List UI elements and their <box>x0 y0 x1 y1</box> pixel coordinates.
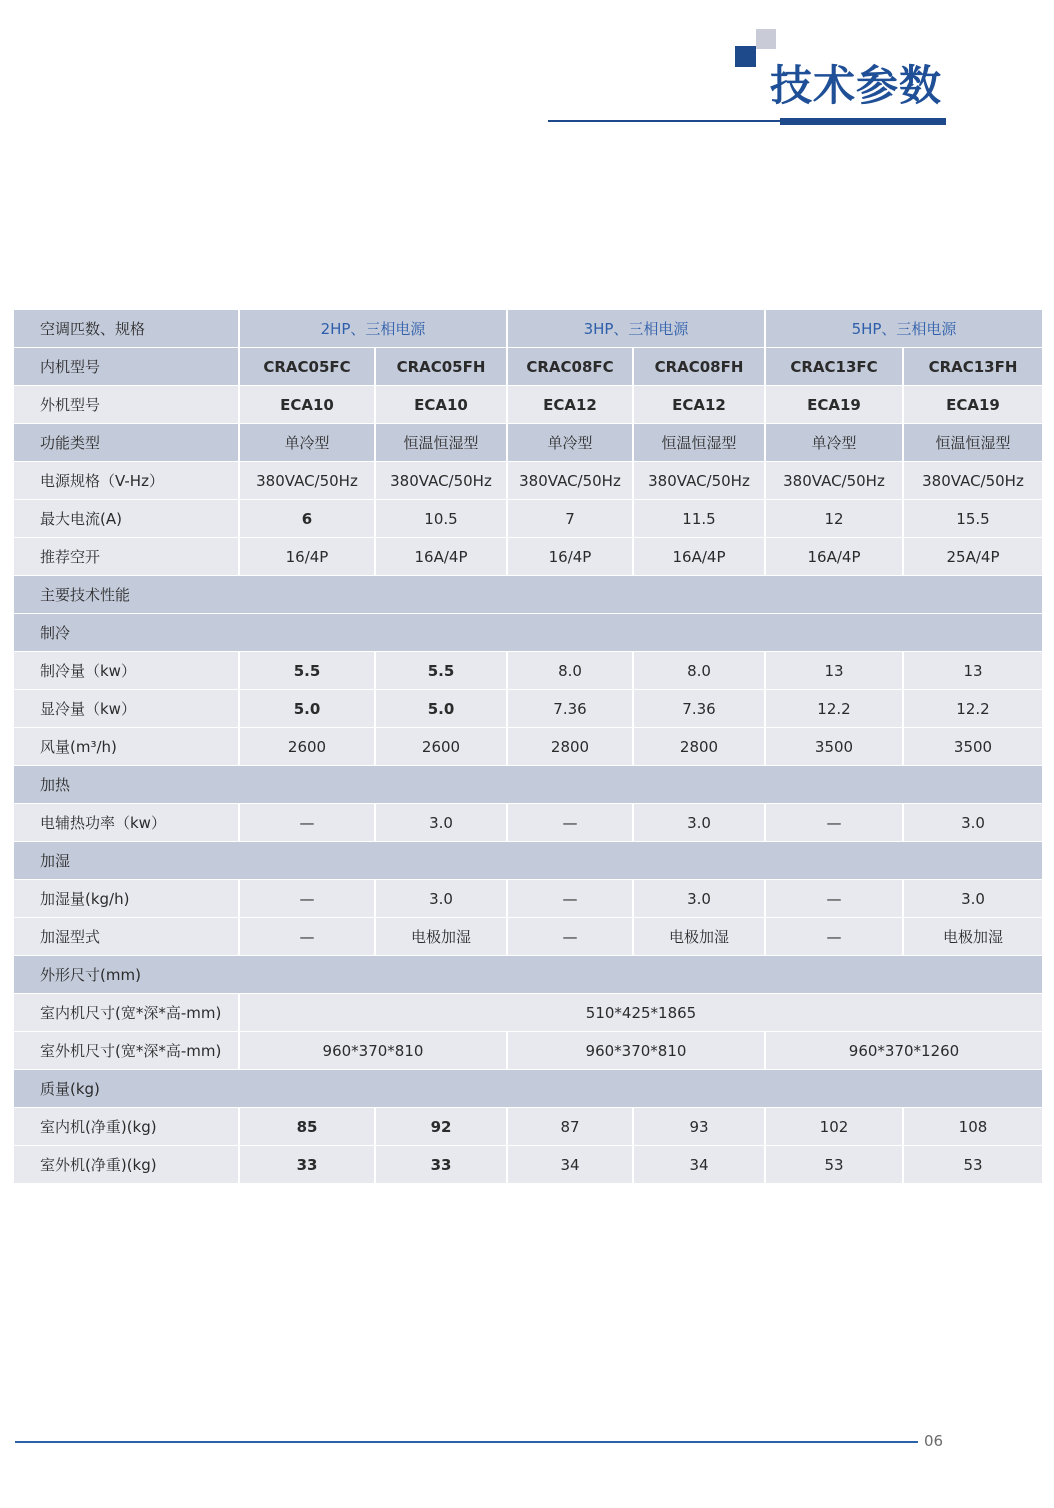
table-row-indoor-model <box>14 348 1042 386</box>
hp-group-2hp: 2HP、三相电源 <box>240 310 508 348</box>
table-cell: 12.2 <box>904 690 1042 728</box>
row-label: 室外机(净重)(kg) <box>14 1146 240 1184</box>
table-cell: 3.0 <box>904 804 1042 842</box>
table-cell: 34 <box>508 1146 634 1184</box>
table-cell: 7.36 <box>508 690 634 728</box>
table-cell: 13 <box>904 652 1042 690</box>
spec-table <box>14 310 1042 1184</box>
table-cell: ECA12 <box>508 386 634 424</box>
table-cell: 3500 <box>766 728 904 766</box>
table-cell: 53 <box>904 1146 1042 1184</box>
row-label: 室内机尺寸(宽*深*高-mm) <box>14 994 240 1032</box>
table-cell: ECA19 <box>766 386 904 424</box>
table-cell: 2600 <box>240 728 376 766</box>
table-cell: 16/4P <box>508 538 634 576</box>
table-row-power-spec <box>14 462 1042 500</box>
table-cell: 5.0 <box>240 690 376 728</box>
table-cell: 380VAC/50Hz <box>634 462 766 500</box>
table-cell: 单冷型 <box>766 424 904 462</box>
table-cell: 960*370*810 <box>240 1032 508 1070</box>
table-cell: — <box>766 880 904 918</box>
table-cell: ECA12 <box>634 386 766 424</box>
table-cell: 85 <box>240 1108 376 1146</box>
table-cell: 单冷型 <box>240 424 376 462</box>
table-row-aux-heat <box>14 804 1042 842</box>
table-cell: 7.36 <box>634 690 766 728</box>
table-cell: 510*425*1865 <box>240 994 1042 1032</box>
table-cell: 33 <box>240 1146 376 1184</box>
row-label: 风量(m³/h) <box>14 728 240 766</box>
table-cell: — <box>508 880 634 918</box>
table-cell: 108 <box>904 1108 1042 1146</box>
row-label: 推荐空开 <box>14 538 240 576</box>
table-row-indoor-mass <box>14 1108 1042 1146</box>
row-label: 空调匹数、规格 <box>14 310 240 348</box>
table-cell: 6 <box>240 500 376 538</box>
table-cell: CRAC08FH <box>634 348 766 386</box>
row-label: 室外机尺寸(宽*深*高-mm) <box>14 1032 240 1070</box>
page-title: 技术参数 <box>770 61 943 110</box>
table-cell: 380VAC/50Hz <box>240 462 376 500</box>
table-row-outdoor-mass <box>14 1146 1042 1184</box>
table-cell: 3.0 <box>376 880 508 918</box>
section-heading: 加湿 <box>14 842 1042 880</box>
table-cell: 92 <box>376 1108 508 1146</box>
table-cell: 3.0 <box>634 804 766 842</box>
row-label: 功能类型 <box>14 424 240 462</box>
table-cell: 960*370*1260 <box>766 1032 1042 1070</box>
table-cell: 2600 <box>376 728 508 766</box>
row-label: 外机型号 <box>14 386 240 424</box>
table-cell: 12 <box>766 500 904 538</box>
table-row-max-current <box>14 500 1042 538</box>
table-cell: 380VAC/50Hz <box>766 462 904 500</box>
table-cell: 12.2 <box>766 690 904 728</box>
table-cell: 16A/4P <box>634 538 766 576</box>
table-cell: 11.5 <box>634 500 766 538</box>
section-heading: 主要技术性能 <box>14 576 1042 614</box>
section-heading: 制冷 <box>14 614 1042 652</box>
table-cell: 16/4P <box>240 538 376 576</box>
table-cell: 3.0 <box>904 880 1042 918</box>
table-cell: 8.0 <box>634 652 766 690</box>
table-cell: — <box>240 918 376 956</box>
table-row-function-type <box>14 424 1042 462</box>
table-row-humidify-amount <box>14 880 1042 918</box>
section-row-performance <box>14 576 1042 614</box>
row-label: 显冷量（kw） <box>14 690 240 728</box>
table-cell: 102 <box>766 1108 904 1146</box>
table-cell: 恒温恒湿型 <box>904 424 1042 462</box>
table-row-humidify-type <box>14 918 1042 956</box>
table-cell: ECA19 <box>904 386 1042 424</box>
section-row-dimensions <box>14 956 1042 994</box>
table-cell: 3.0 <box>634 880 766 918</box>
table-cell: 电极加湿 <box>634 918 766 956</box>
table-cell: 单冷型 <box>508 424 634 462</box>
table-cell: — <box>508 918 634 956</box>
table-cell: 960*370*810 <box>508 1032 766 1070</box>
table-cell: 5.5 <box>376 652 508 690</box>
header-underline-thin <box>548 120 788 122</box>
footer-rule <box>15 1441 918 1443</box>
row-label: 室内机(净重)(kg) <box>14 1108 240 1146</box>
header-decor-square-dark <box>735 46 756 67</box>
table-cell: ECA10 <box>240 386 376 424</box>
section-row-heating <box>14 766 1042 804</box>
table-row-breaker <box>14 538 1042 576</box>
section-heading: 外形尺寸(mm) <box>14 956 1042 994</box>
row-label: 电源规格（V-Hz） <box>14 462 240 500</box>
table-cell: 33 <box>376 1146 508 1184</box>
table-cell: 电极加湿 <box>376 918 508 956</box>
table-cell: 2800 <box>508 728 634 766</box>
table-cell: 16A/4P <box>766 538 904 576</box>
table-cell: 3500 <box>904 728 1042 766</box>
table-cell: — <box>766 918 904 956</box>
header-underline-thick <box>780 118 946 125</box>
table-cell: 5.5 <box>240 652 376 690</box>
table-cell: CRAC05FH <box>376 348 508 386</box>
section-row-cooling <box>14 614 1042 652</box>
row-label: 加湿型式 <box>14 918 240 956</box>
row-label: 最大电流(A) <box>14 500 240 538</box>
table-cell: CRAC08FC <box>508 348 634 386</box>
table-cell: ECA10 <box>376 386 508 424</box>
table-cell: 7 <box>508 500 634 538</box>
table-cell: 34 <box>634 1146 766 1184</box>
table-cell: CRAC13FC <box>766 348 904 386</box>
section-heading: 加热 <box>14 766 1042 804</box>
table-cell: 13 <box>766 652 904 690</box>
table-cell: 恒温恒湿型 <box>376 424 508 462</box>
table-cell: 5.0 <box>376 690 508 728</box>
table-cell: 2800 <box>634 728 766 766</box>
row-label: 加湿量(kg/h) <box>14 880 240 918</box>
section-row-humidify <box>14 842 1042 880</box>
table-cell: 25A/4P <box>904 538 1042 576</box>
hp-group-5hp: 5HP、三相电源 <box>766 310 1042 348</box>
section-heading: 质量(kg) <box>14 1070 1042 1108</box>
table-row-outdoor-dimensions <box>14 1032 1042 1070</box>
table-cell: — <box>766 804 904 842</box>
table-row-airflow <box>14 728 1042 766</box>
table-cell: CRAC13FH <box>904 348 1042 386</box>
table-cell: 380VAC/50Hz <box>904 462 1042 500</box>
table-cell: — <box>240 804 376 842</box>
table-cell: 恒温恒湿型 <box>634 424 766 462</box>
table-cell: 电极加湿 <box>904 918 1042 956</box>
table-cell: 53 <box>766 1146 904 1184</box>
table-cell: 15.5 <box>904 500 1042 538</box>
table-cell: CRAC05FC <box>240 348 376 386</box>
row-label: 内机型号 <box>14 348 240 386</box>
row-label: 电辅热功率（kw） <box>14 804 240 842</box>
hp-group-3hp: 3HP、三相电源 <box>508 310 766 348</box>
table-cell: 380VAC/50Hz <box>376 462 508 500</box>
table-cell: 87 <box>508 1108 634 1146</box>
row-label: 制冷量（kw） <box>14 652 240 690</box>
page-number: 06 <box>924 1432 944 1450</box>
table-row-cooling-capacity <box>14 652 1042 690</box>
table-cell: 93 <box>634 1108 766 1146</box>
table-row-outdoor-model <box>14 386 1042 424</box>
table-row-indoor-dimensions <box>14 994 1042 1032</box>
table-cell: 10.5 <box>376 500 508 538</box>
table-cell: — <box>240 880 376 918</box>
table-row-hp <box>14 310 1042 348</box>
table-cell: 16A/4P <box>376 538 508 576</box>
section-row-mass <box>14 1070 1042 1108</box>
table-cell: — <box>508 804 634 842</box>
table-cell: 3.0 <box>376 804 508 842</box>
header-decor-square-light <box>756 29 776 49</box>
table-cell: 8.0 <box>508 652 634 690</box>
table-cell: 380VAC/50Hz <box>508 462 634 500</box>
table-row-sensible-cooling <box>14 690 1042 728</box>
